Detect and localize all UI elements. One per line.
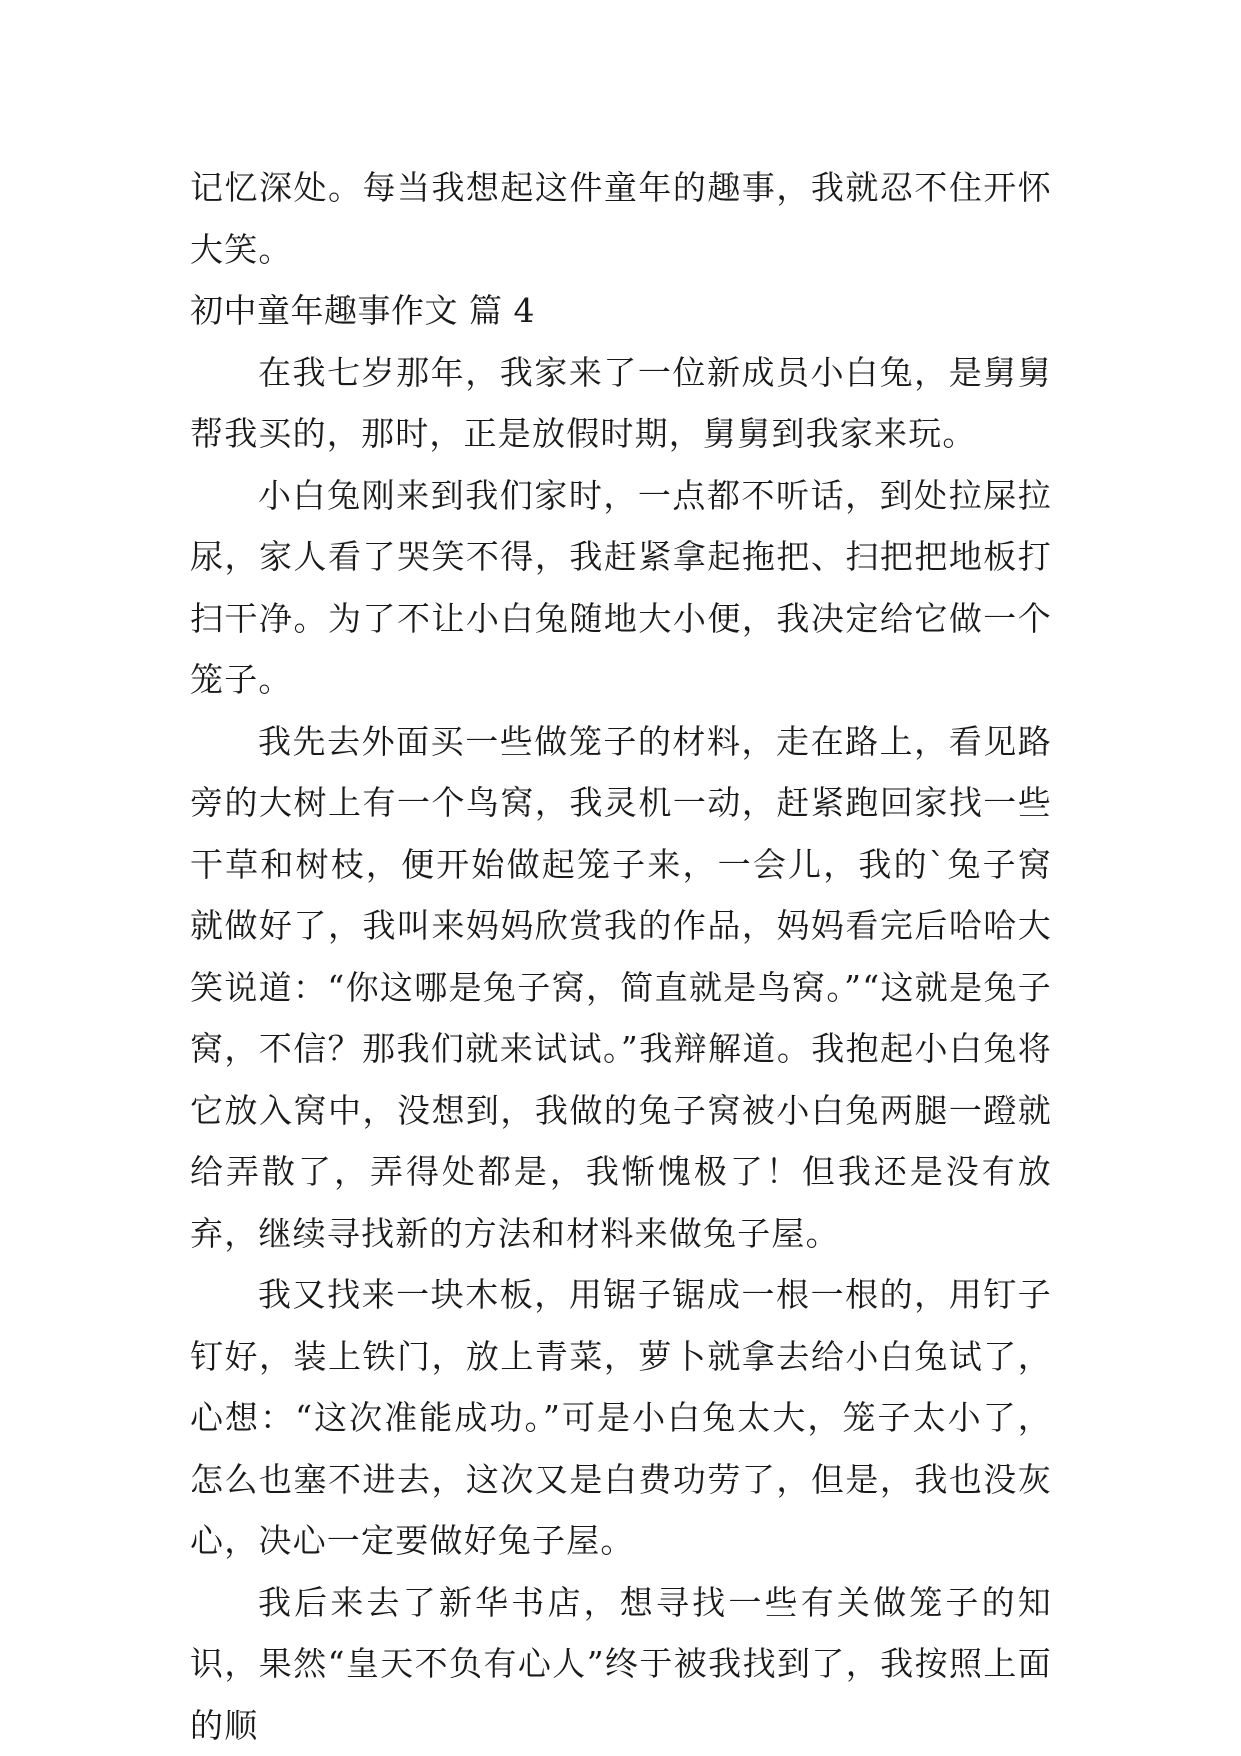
paragraph: 我又找来一块木板，用锯子锯成一根一根的，用钉子钉好，装上铁门，放上青菜，萝卜就拿去给小白兔试了，心想：“这次准能成功。”可是小白兔太大，笼子太小了，怎么也塞不进去，这次又是白费功劳了，但是，我也没灰心，决心一定要做好兔子屋。	[190, 1264, 1052, 1572]
paragraph-continuation: 记忆深处。每当我想起这件童年的趣事，我就忍不住开怀大笑。	[190, 157, 1052, 280]
paragraph: 我后来去了新华书店，想寻找一些有关做笼子的知识，果然“皇天不负有心人”终于被我找到了，我按照上面的顺	[190, 1572, 1052, 1756]
section-heading: 初中童年趣事作文 篇 4	[190, 280, 1052, 342]
document-body	[190, 157, 1052, 1756]
paragraph: 我先去外面买一些做笼子的材料，走在路上，看见路旁的大树上有一个鸟窝，我灵机一动，赶紧跑回家找一些干草和树枝，便开始做起笼子来，一会儿，我的`兔子窝就做好了，我叫来妈妈欣赏我的作品，妈妈看完后哈哈大笑说道：“你这哪是兔子窝，简直就是鸟窝。”“这就是兔子窝，不信？那我们就来试试。”我辩解道。我抱起小白兔将它放入窝中，没想到，我做的兔子窝被小白兔两腿一蹬就给弄散了，弄得处都是，我惭愧极了！但我还是没有放弃，继续寻找新的方法和材料来做兔子屋。	[190, 711, 1052, 1265]
paragraph: 在我七岁那年，我家来了一位新成员小白兔，是舅舅帮我买的，那时，正是放假时期，舅舅到我家来玩。	[190, 342, 1052, 465]
paragraph: 小白兔刚来到我们家时，一点都不听话，到处拉屎拉尿，家人看了哭笑不得，我赶紧拿起拖把、扫把把地板打扫干净。为了不让小白兔随地大小便，我决定给它做一个笼子。	[190, 465, 1052, 711]
